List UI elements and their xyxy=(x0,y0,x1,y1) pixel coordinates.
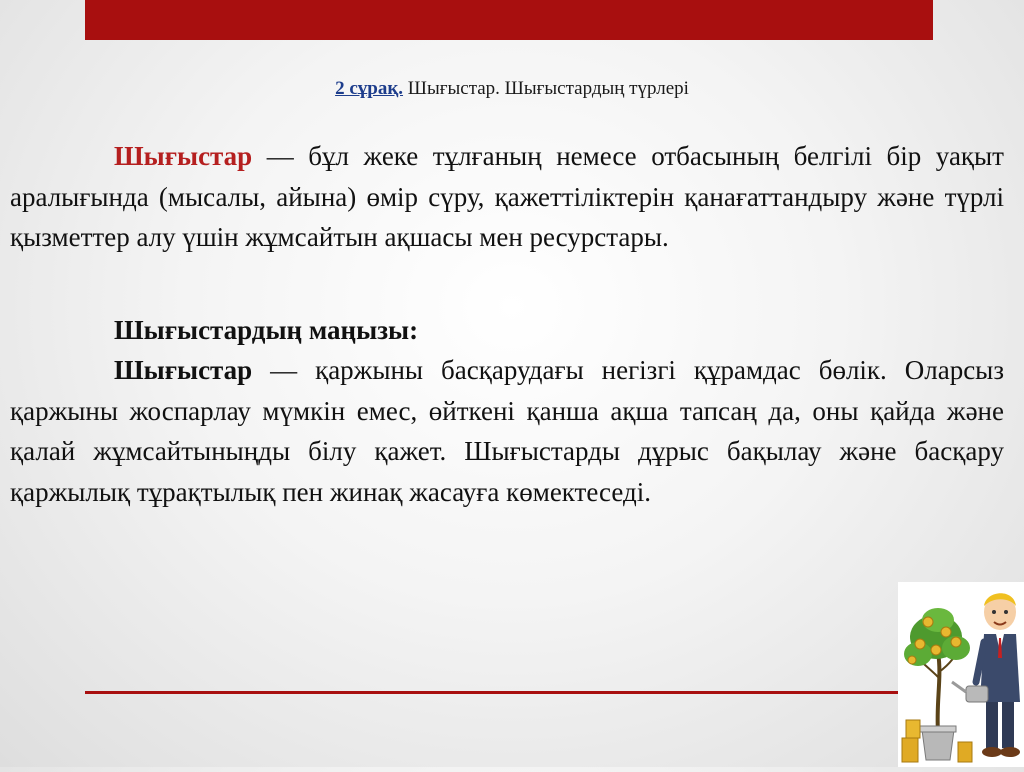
bottom-divider xyxy=(85,691,933,694)
section-heading: Шығыстардың маңызы: xyxy=(114,314,419,345)
question-label: 2 сұрақ. xyxy=(335,78,404,99)
top-accent-bar xyxy=(85,0,933,40)
money-tree-illustration xyxy=(898,582,1024,767)
importance-term: Шығыстар xyxy=(114,355,253,385)
definition-term: Шығыстар xyxy=(114,141,253,171)
definition-paragraph xyxy=(10,136,1004,258)
money-tree-boy-icon xyxy=(898,582,1024,767)
importance-text: — қаржыны басқарудағы негізгі құрамдас бөлік. Оларсыз қаржыны жоспарлау мүмкін емес, өйткені қанша ақша тапсаң да, оны қайда және қалай жұмсайтыныңды білу қажет. Шығыстарды дұрыс бақылау және басқару қаржылық тұрақтылық пен жинақ жасауға көмектеседі. xyxy=(10,355,1004,507)
definition-text: — бұл жеке тұлғаның немесе отбасының белгілі бір уақыт аралығында (мысалы, айына) өмір сүру, қажеттіліктерін қанағаттандыру және түрлі қызметтер алу үшін жұмсайтын ақшасы мен ресурстары. xyxy=(10,141,1004,252)
importance-paragraph xyxy=(10,350,1004,512)
slide-body xyxy=(10,136,1004,512)
subtitle-text: Шығыстар. Шығыстардың түрлері xyxy=(403,78,689,99)
slide-subtitle xyxy=(0,78,1024,100)
